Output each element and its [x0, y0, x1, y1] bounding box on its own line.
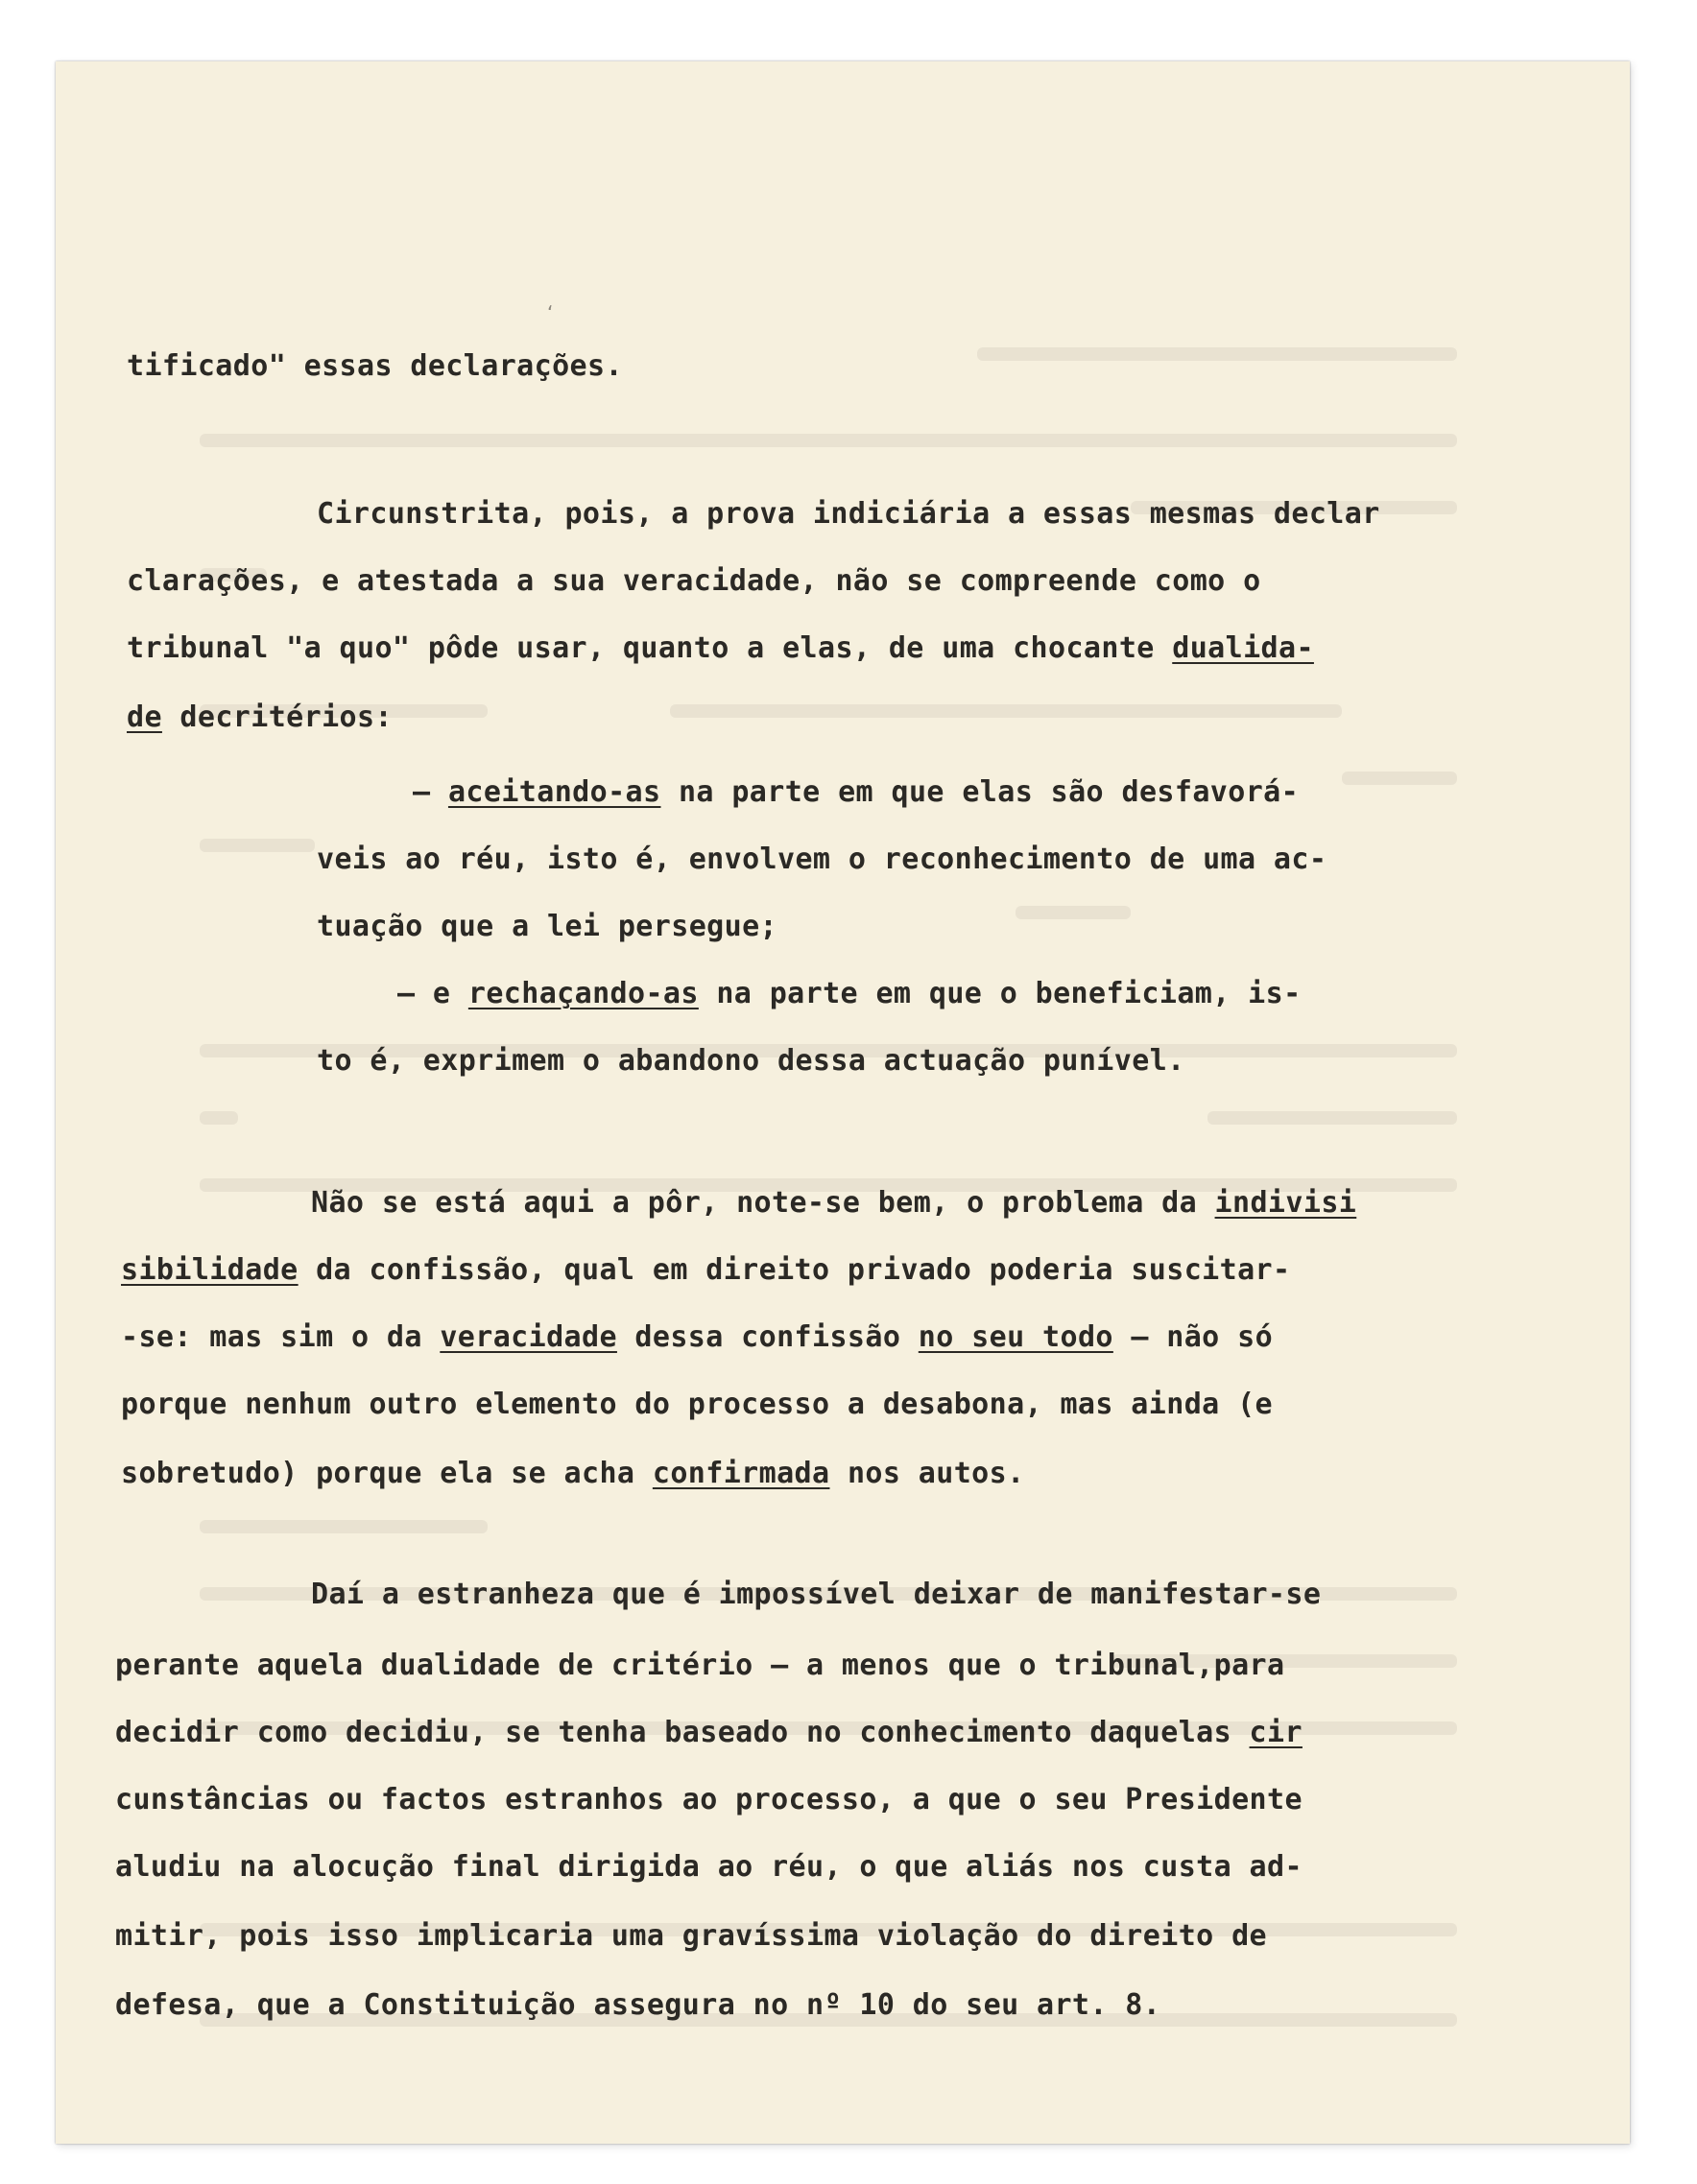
text-line-16: Daí a estranheza que é impossível deixar de manifestar-se — [311, 1578, 1322, 1611]
stray-mark: ʻ — [547, 301, 554, 324]
underlined-term: de — [127, 700, 162, 734]
text-line-6: — aceitando-as na parte em que elas são desfavorá- — [413, 775, 1300, 809]
text-line-8: tuação que a lei persegue; — [317, 910, 777, 943]
typed-text-body — [56, 61, 1630, 2144]
text-line-18: decidir como decidiu, se tenha baseado no conhecimento daquelas cir — [115, 1716, 1303, 1749]
text-line-7: veis ao réu, isto é, envolvem o reconhecimento de uma ac- — [317, 843, 1327, 876]
underlined-term: aceitando-as — [447, 775, 661, 809]
text-line-15: sobretudo) porque ela se acha confirmada nos autos. — [121, 1457, 1025, 1490]
text-line-22: defesa, que a Constituição assegura no nº 10 do seu art. 8. — [115, 1988, 1161, 2022]
text-line-4: tribunal "a quo" pôde usar, quanto a elas, de uma chocante dualida- — [127, 631, 1314, 665]
underlined-term: cir — [1249, 1716, 1303, 1749]
underlined-term: sibilidade — [121, 1253, 299, 1287]
underlined-term: indivisi — [1214, 1186, 1357, 1220]
text-line-17: perante aquela dualidade de critério — a menos que o tribunal,para — [115, 1649, 1285, 1682]
text-line-5: de decritérios: — [127, 700, 393, 734]
text-line-21: mitir, pois isso implicaria uma gravíssima violação do direito de — [115, 1919, 1267, 1953]
text-line-12: sibilidade da confissão, qual em direito privado poderia suscitar- — [121, 1253, 1291, 1287]
text-line-3: clarações, e atestada a sua veracidade, não se compreende como o — [127, 564, 1261, 598]
underlined-term: veracidade — [440, 1320, 617, 1354]
text-line-1: tificado" essas declarações. — [127, 349, 623, 383]
text-line-2: Circunstrita, pois, a prova indiciária a essas mesmas declar — [317, 497, 1380, 531]
text-line-19: cunstâncias ou factos estranhos ao processo, a que o seu Presidente — [115, 1783, 1303, 1816]
underlined-term: rechaçando-as — [467, 977, 699, 1010]
document-page — [56, 61, 1630, 2144]
text-line-20: aludiu na alocução final dirigida ao réu, o que aliás nos custa ad- — [115, 1850, 1303, 1884]
underlined-term: dualida- — [1172, 631, 1314, 665]
text-line-10: to é, exprimem o abandono dessa actuação punível. — [317, 1044, 1185, 1078]
text-line-13: -se: mas sim o da veracidade dessa confissão no seu todo — não só — [121, 1320, 1274, 1354]
underlined-term: no seu todo — [918, 1320, 1113, 1354]
text-line-11: Não se está aqui a pôr, note-se bem, o problema da indivisi — [311, 1186, 1357, 1220]
underlined-term: confirmada — [652, 1457, 830, 1490]
text-line-9: — e rechaçando-as na parte em que o beneficiam, is- — [397, 977, 1302, 1010]
text-line-14: porque nenhum outro elemento do processo a desabona, mas ainda (e — [121, 1388, 1273, 1421]
